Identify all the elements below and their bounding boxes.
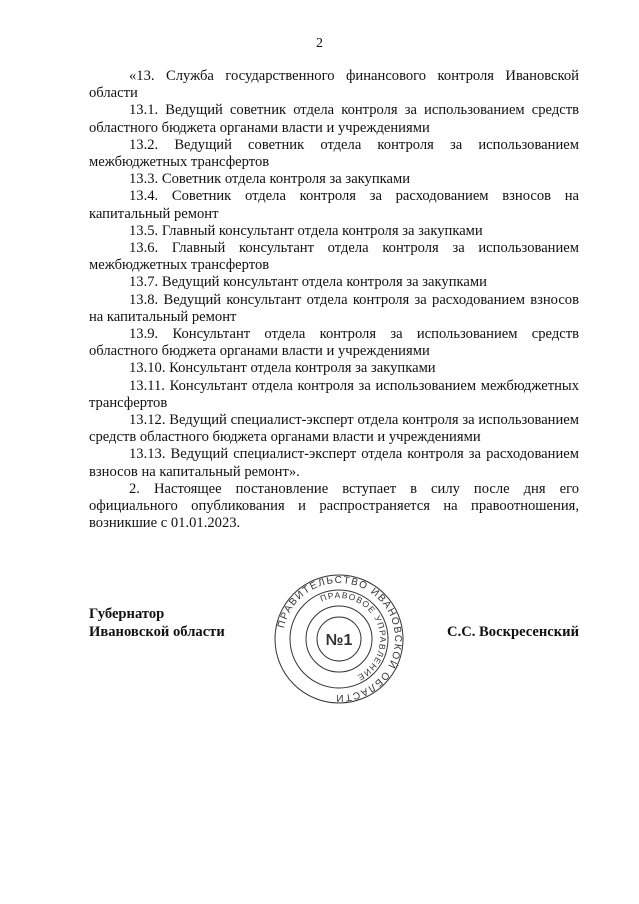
signer-title xyxy=(89,606,225,641)
paragraph-13: «13. Служба государственного финансового контроля Ивановской области xyxy=(89,68,579,102)
document-body xyxy=(89,68,579,532)
paragraph-13-3: 13.3. Советник отдела контроля за закупками xyxy=(129,171,411,188)
paragraph-13-8: 13.8. Ведущий консультант отдела контроля за расходованием взносов на капитальный ремонт xyxy=(89,291,579,325)
paragraph-13-6: 13.6. Главный консультант отдела контроля за использованием межбюджетных трансфертов xyxy=(89,240,579,274)
paragraph-13-4: 13.4. Советник отдела контроля за расходованием взносов на капитальный ремонт xyxy=(89,188,579,222)
signer-title-line2: Ивановской области xyxy=(89,623,225,640)
stamp-seal-icon xyxy=(273,573,405,705)
signature-block xyxy=(89,574,579,704)
paragraph-13-1: 13.1. Ведущий советник отдела контроля за использованием средств областного бюджета органами власти и учреждениями xyxy=(89,102,579,136)
official-stamp xyxy=(273,573,405,705)
stamp-outer-text: ПРАВИТЕЛЬСТВО ИВАНОВСКОЙ ОБЛАСТИ xyxy=(276,574,404,704)
signer-name: С.С. Воскресенский xyxy=(447,624,579,640)
page-number: 2 xyxy=(316,36,323,51)
paragraph-13-2: 13.2. Ведущий советник отдела контроля за использованием межбюджетных трансфертов xyxy=(89,136,579,171)
paragraph-2: 2. Настоящее постановление вступает в силу после дня его официального опубликования и распространяется на правоотношения, возникшие с 01.01.2023. xyxy=(89,480,579,532)
stamp-center-text: №1 xyxy=(325,632,353,649)
paragraph-13-9: 13.9. Консультант отдела контроля за использованием средств областного бюджета органами власти и учреждениями xyxy=(89,326,579,360)
paragraph-13-13: 13.13. Ведущий специалист-эксперт отдела контроля за расходованием взносов на капитальный ремонт». xyxy=(89,446,579,480)
paragraph-13-12: 13.12. Ведущий специалист-эксперт отдела контроля за использованием средств областного бюджета органами власти и учреждениями xyxy=(89,412,579,446)
signer-title-line1: Губернатор xyxy=(89,606,165,622)
paragraph-13-10: 13.10. Консультант отдела контроля за закупками xyxy=(129,360,436,377)
stamp-inner-text: ПРАВОВОЕ УПРАВЛЕНИЕ xyxy=(318,589,389,684)
paragraph-13-11: 13.11. Консультант отдела контроля за использованием межбюджетных трансфертов xyxy=(89,377,579,411)
paragraph-13-5: 13.5. Главный консультант отдела контроля за закупками xyxy=(129,222,483,239)
paragraph-13-7: 13.7. Ведущий консультант отдела контроля за закупками xyxy=(129,274,487,291)
